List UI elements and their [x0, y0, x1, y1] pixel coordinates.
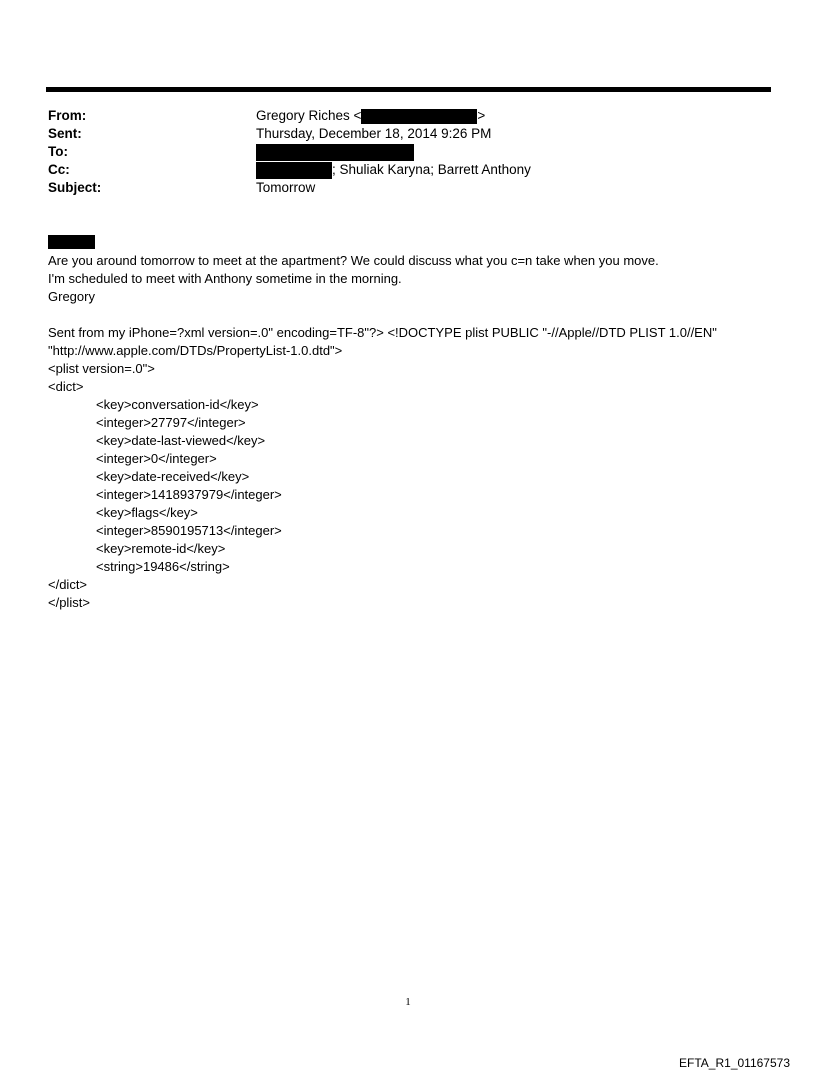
- dict-close-line: </dict>: [48, 577, 88, 592]
- dict-entry: <integer>1418937979</integer>: [96, 487, 282, 502]
- redaction-box: [256, 144, 414, 161]
- subject-row: [48, 179, 768, 197]
- from-label: From:: [48, 108, 87, 123]
- to-label: To:: [48, 144, 68, 159]
- signature-line: Gregory: [48, 289, 95, 304]
- subject-value: Tomorrow: [256, 180, 316, 195]
- document-id: EFTA_R1_01167573: [679, 1056, 790, 1070]
- cc-row: [48, 161, 768, 179]
- dict-entry: <integer>8590195713</integer>: [96, 523, 282, 538]
- plist-close-line: </plist>: [48, 595, 90, 610]
- page-number: 1: [405, 996, 411, 1008]
- plist-open-line: <plist version=.0">: [48, 361, 155, 376]
- from-row: [48, 107, 768, 125]
- dict-entry: <string>19486</string>: [96, 559, 230, 574]
- body-line: I'm scheduled to meet with Anthony sometime in the morning.: [48, 271, 402, 286]
- redaction-box: [256, 162, 332, 179]
- subject-label: Subject:: [48, 180, 102, 195]
- dict-entry: <key>date-last-viewed</key>: [96, 433, 266, 448]
- greeting-redaction: [48, 234, 778, 252]
- dict-entry: <key>date-received</key>: [96, 469, 250, 484]
- sent-from-line: Sent from my iPhone=?xml version=.0" encoding=TF-8"?> <!DOCTYPE plist PUBLIC "-//Apple//DTD PLIST 1.0//EN": [48, 325, 717, 340]
- body-line: Are you around tomorrow to meet at the apartment? We could discuss what you c=n take when you move.: [48, 253, 659, 268]
- dict-entry: <integer>0</integer>: [96, 451, 217, 466]
- from-value: [256, 107, 485, 125]
- sent-row: [48, 125, 768, 143]
- cc-names: ; Shuliak Karyna; Barrett Anthony: [332, 162, 531, 177]
- dict-entry: <integer>27797</integer>: [96, 415, 246, 430]
- dict-entry: <key>conversation-id</key>: [96, 397, 259, 412]
- to-row: [48, 143, 768, 161]
- dict-entry: <key>remote-id</key>: [96, 541, 226, 556]
- dict-open-line: <dict>: [48, 379, 84, 394]
- email-body: [48, 234, 778, 612]
- to-value: [256, 143, 414, 161]
- cc-value: [256, 161, 531, 179]
- sent-label: Sent:: [48, 126, 82, 141]
- sent-value: Thursday, December 18, 2014 9:26 PM: [256, 126, 492, 141]
- header-rule: [46, 87, 771, 92]
- redaction-box: [48, 235, 95, 249]
- doctype-url-line: "http://www.apple.com/DTDs/PropertyList-1.0.dtd">: [48, 343, 343, 358]
- dict-entry: <key>flags</key>: [96, 505, 198, 520]
- from-tail: >: [477, 108, 486, 123]
- email-header: [48, 107, 768, 197]
- cc-label: Cc:: [48, 162, 70, 177]
- blank-line: [48, 306, 778, 324]
- from-name: Gregory Riches <: [256, 108, 362, 123]
- redaction-box: [361, 109, 477, 124]
